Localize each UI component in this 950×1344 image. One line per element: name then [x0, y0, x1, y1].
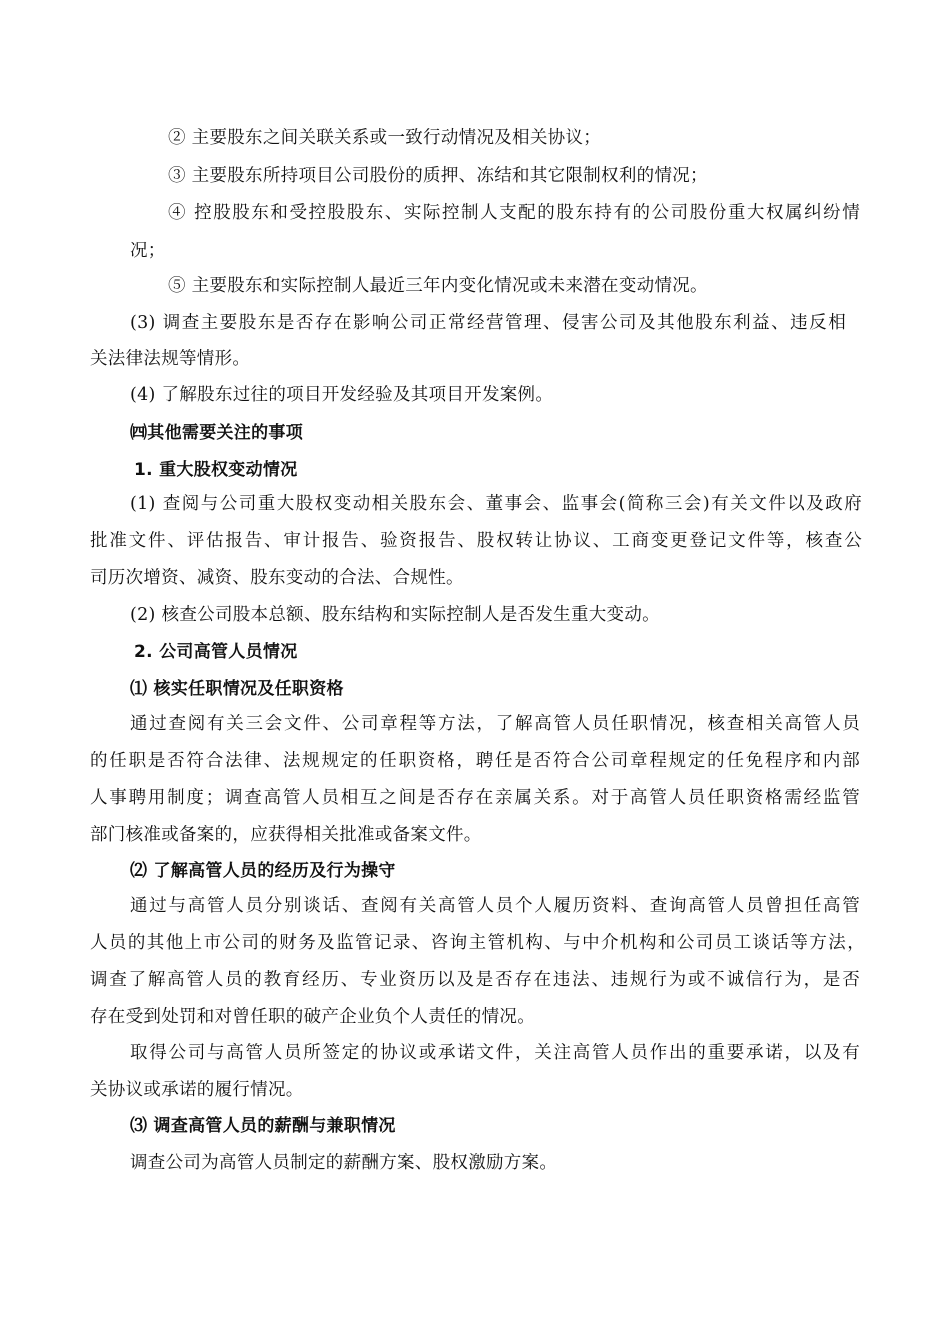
text-line: 通过与高管人员分别谈话、查阅有关高管人员个人履历资料、查询高管人员曾担任高管	[130, 896, 860, 916]
text-line: ② 主要股东之间关联关系或一致行动情况及相关协议；	[168, 128, 602, 148]
text-line: 关协议或承诺的履行情况。	[90, 1080, 304, 1100]
text-line: ④ 控股股东和受控股股东、实际控制人支配的股东持有的公司股份重大权属纠纷情	[168, 203, 860, 223]
text-line: 的任职是否符合法律、法规规定的任职资格，聘任是否符合公司章程规定的任免程序和内部	[90, 751, 860, 771]
item-heading: ⑴ 核实任职情况及任职资格	[130, 679, 344, 699]
item-heading: ⑵ 了解高管人员的经历及行为操守	[130, 861, 396, 881]
text-line: 批准文件、评估报告、审计报告、验资报告、股权转让协议、工商变更登记文件等，核查公	[90, 531, 862, 551]
text-line: 存在受到处罚和对曾任职的破产企业负个人责任的情况。	[90, 1007, 535, 1027]
text-line: 司历次增资、减资、股东变动的合法、合规性。	[90, 568, 464, 588]
text-line: 部门核准或备案的，应获得相关批准或备案文件。	[90, 825, 482, 845]
text-line: 况；	[130, 241, 166, 261]
text-line: ⑤ 主要股东和实际控制人最近三年内变化情况或未来潜在变动情况。	[168, 276, 708, 296]
text-line: 人事聘用制度；调查高管人员相互之间是否存在亲属关系。对于高管人员任职资格需经监管	[90, 788, 860, 808]
text-line: 调查公司为高管人员制定的薪酬方案、股权激励方案。	[130, 1153, 558, 1173]
text-line: 调查了解高管人员的教育经历、专业资历以及是否存在违法、违规行为或不诚信行为，是否	[90, 970, 860, 990]
text-line: (2) 核查公司股本总额、股东结构和实际控制人是否发生重大变动。	[130, 605, 660, 625]
text-line: (4) 了解股东过往的项目开发经验及其项目开发案例。	[130, 385, 554, 405]
subsection-heading: 2. 公司高管人员情况	[134, 642, 298, 662]
text-line: 关法律法规等情形。	[90, 349, 251, 369]
item-heading: ⑶ 调查高管人员的薪酬与兼职情况	[130, 1116, 396, 1136]
text-line: (3) 调查主要股东是否存在影响公司正常经营管理、侵害公司及其他股东利益、违反相	[130, 313, 846, 333]
text-line: ③ 主要股东所持项目公司股份的质押、冻结和其它限制权利的情况；	[168, 166, 708, 186]
text-line: (1) 查阅与公司重大股权变动相关股东会、董事会、监事会(简称三会)有关文件以及政府	[130, 494, 862, 514]
text-line: 取得公司与高管人员所签定的协议或承诺文件，关注高管人员作出的重要承诺，以及有	[130, 1043, 860, 1063]
section-heading: ㈣其他需要关注的事项	[130, 423, 303, 443]
text-line: 通过查阅有关三会文件、公司章程等方法，了解高管人员任职情况，核查相关高管人员	[130, 714, 860, 734]
subsection-heading: 1. 重大股权变动情况	[134, 460, 298, 480]
text-line: 人员的其他上市公司的财务及监管记录、咨询主管机构、与中介机构和公司员工谈话等方法，	[90, 933, 865, 953]
